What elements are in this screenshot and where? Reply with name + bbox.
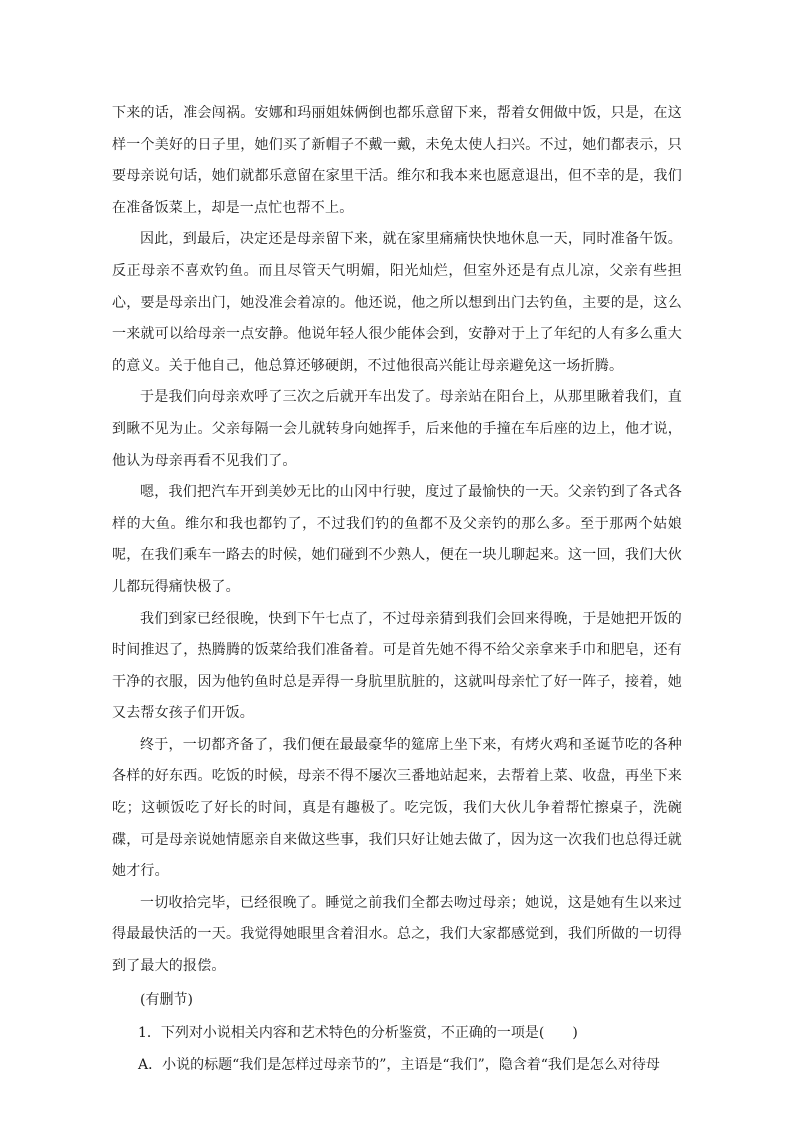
abridged-note: (有删节) [140, 991, 193, 1008]
paragraph-6: 终于，一切都齐备了，我们便在最最豪华的筵席上坐下来，有烤火鸡和圣诞节吃的各种各样的好东西。吃饭的时候，母亲不得不屡次三番地站起来，去帮着上菜、收盘，再坐下来吃；这顿饭吃了好长的时间，真是有趣极了。吃完饭，我们大伙儿争着帮忙擦桌子，洗碗碟，可是母亲说她情愿亲自来做这些事，我们只好让她去做了，因为这一次我们也总得迁就她才行。 [112, 736, 682, 880]
paragraph-7: 一切收拾完毕，已经很晚了。睡觉之前我们全都去吻过母亲；她说，这是她有生以来过得最最快活的一天。我觉得她眼里含着泪水。总之，我们大家都感觉到，我们所做的一切得到了最大的报偿。 [112, 894, 682, 975]
option-a: A．小说的标题“我们是怎样过母亲节的”，主语是“我们”，隐含着“我们是怎么对待母 [138, 1056, 660, 1073]
paragraph-5: 我们到家已经很晚，快到下午七点了，不过母亲猜到我们会回来得晚，于是她把开饭的时间推迟了，热腾腾的饭菜给我们准备着。可是首先她不得不给父亲拿来手巾和肥皂，还有干净的衣服，因为他钓鱼时总是弄得一身肮里肮脏的，这就叫母亲忙了好一阵子，接着，她又去帮女孩子们开饭。 [112, 610, 682, 722]
document-page [112, 98, 682, 1081]
paragraph-2: 因此，到最后，决定还是母亲留下来，就在家里痛痛快快地休息一天，同时准备午饭。反正母亲不喜欢钓鱼。而且尽管天气明媚，阳光灿烂，但室外还是有点儿凉，父亲有些担心，要是母亲出门，她没准会着凉的。他还说，他之所以想到出门去钓鱼，主要的是，这么一来就可以给母亲一点安静。他说年轻人很少能体会到，安静对于上了年纪的人有多么重大的意义。关于他自己，他总算还够硬朗，不过他很高兴能让母亲避免这一场折腾。 [112, 231, 682, 374]
paragraph-1: 下来的话，准会闯祸。安娜和玛丽姐妹俩倒也都乐意留下来，帮着女佣做中饭，只是，在这样一个美好的日子里，她们买了新帽子不戴一戴，未免太使人扫兴。不过，她们都表示，只要母亲说句话，她们就都乐意留在家里干活。维尔和我本来也愿意退出，但不幸的是，我们在准备饭菜上，却是一点忙也帮不上。 [112, 105, 682, 216]
paragraph-3: 于是我们向母亲欢呼了三次之后就开车出发了。母亲站在阳台上，从那里瞅着我们，直到瞅不见为止。父亲每隔一会儿就转身向她挥手，后来他的手撞在车后座的边上，他才说，他认为母亲再看不见我们了。 [112, 389, 682, 469]
question-1: 1．下列对小说相关内容和艺术特色的分析鉴赏，不正确的一项是( ) [138, 1025, 578, 1042]
paragraph-4: 嗯，我们把汽车开到美妙无比的山冈中行驶，度过了最愉快的一天。父亲钓到了各式各样的大鱼。维尔和我也都钓了，不过我们钓的鱼都不及父亲钓的那么多。至于那两个姑娘呢，在我们乘车一路去的时候，她们碰到不少熟人，便在一块儿聊起来。这一回，我们大伙儿都玩得痛快极了。 [112, 484, 682, 595]
